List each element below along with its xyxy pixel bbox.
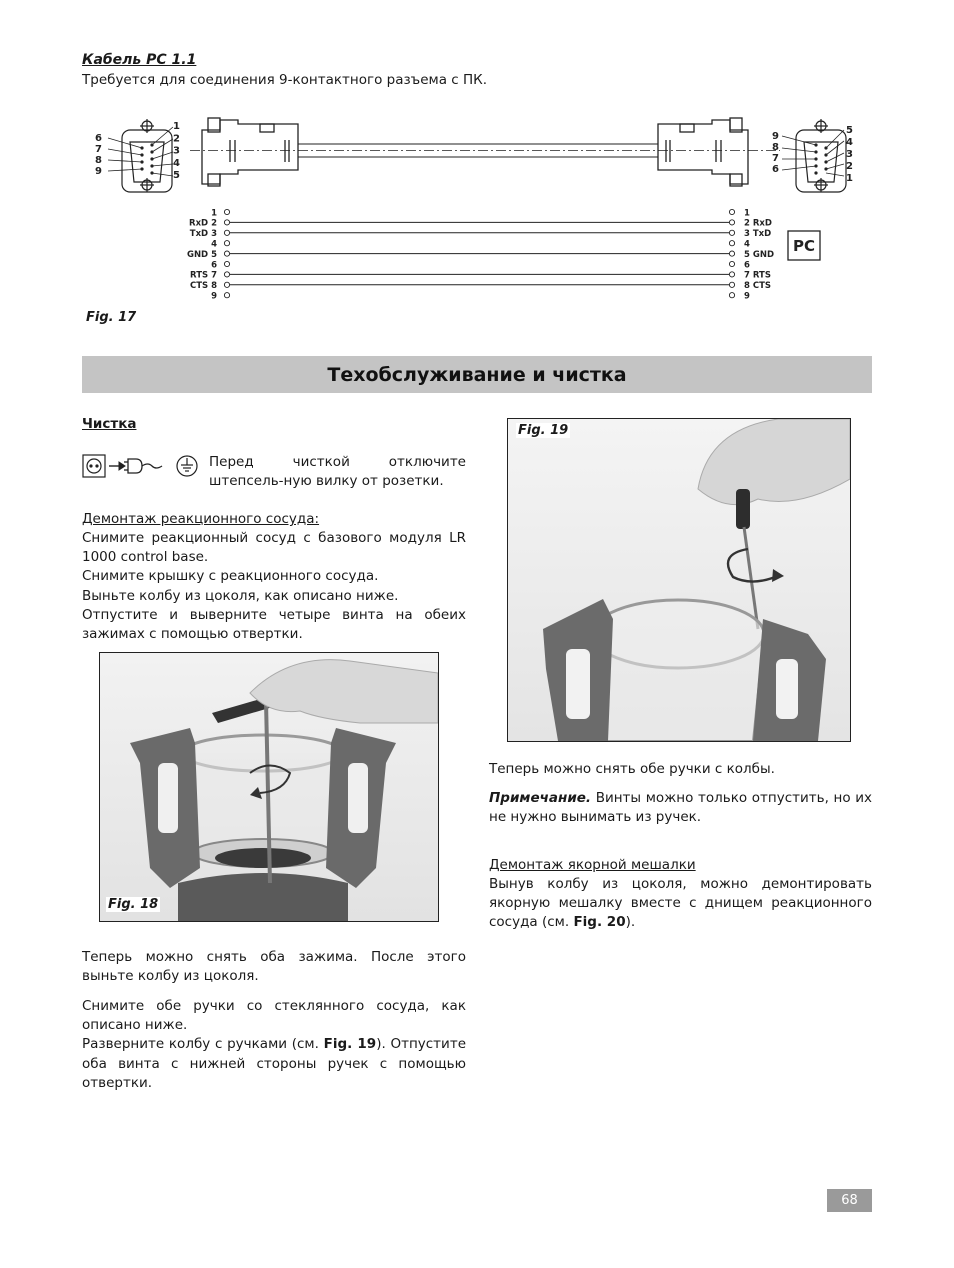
- wiring-terminal: [729, 209, 734, 214]
- handles-line-1: Снимите обе ручки со стеклянного сосуда, как описано ниже.: [82, 998, 466, 1034]
- wiring-terminal: [729, 230, 734, 235]
- fig19-ref: Fig. 19: [323, 1036, 377, 1053]
- pin-label: 1: [846, 173, 853, 184]
- cable-line: [190, 144, 780, 157]
- handles-paragraph: [82, 997, 466, 1093]
- vessel-step: Выньте колбу из цоколя, как описано ниже.: [82, 587, 399, 604]
- wiring-left-label: RxD 2: [189, 218, 217, 229]
- arrow-right-icon: [109, 462, 125, 470]
- wiring-row: [211, 208, 750, 218]
- wiring-right-label: 5 GND: [744, 249, 775, 260]
- wiring-terminal: [224, 230, 229, 235]
- wiring-row: [190, 229, 771, 239]
- wiring-row: [187, 250, 774, 260]
- pin-label: 7: [772, 153, 779, 164]
- pc-label: PC: [792, 237, 816, 255]
- fig17-caption: Fig. 17: [86, 310, 137, 325]
- wiring-terminal: [224, 272, 229, 277]
- wiring-left-label: TxD 3: [189, 229, 217, 240]
- pin-label: 6: [772, 164, 779, 175]
- wiring-right-label: 4: [744, 239, 750, 250]
- wiring-terminal: [224, 293, 229, 298]
- plug-icon: [124, 459, 162, 473]
- pin-label: 8: [95, 155, 102, 166]
- fig18-caption: Fig. 18: [108, 897, 159, 912]
- wiring-left-label: CTS 8: [189, 281, 217, 292]
- pin-label: 2: [173, 133, 180, 145]
- wiring-left-label: 4: [211, 239, 217, 250]
- note-paragraph: [489, 789, 872, 827]
- wiring-left-label: 6: [211, 260, 217, 271]
- fig19-caption: Fig. 19: [518, 423, 569, 438]
- after-fig19-text: Теперь можно снять обе ручки с колбы.: [489, 761, 775, 777]
- wiring-right-label: 3 TxD: [744, 229, 772, 240]
- wiring-right-label: 2 RxD: [744, 218, 772, 229]
- page-number: 68: [827, 1189, 872, 1212]
- wiring-terminal: [729, 251, 734, 256]
- cable-wiring-diagram: [80, 112, 880, 317]
- pin-label: 2: [846, 161, 853, 172]
- vessel-step: Снимите крышку с реакционного сосуда.: [82, 568, 379, 585]
- cable-description: Требуется для соединения 9-контактного разъема с ПК.: [82, 72, 487, 88]
- wiring-right-label: 7 RTS: [744, 270, 771, 281]
- wiring-terminal: [224, 220, 229, 225]
- left-connector-face: [122, 119, 172, 192]
- pin-label: 4: [173, 157, 180, 169]
- stirrer-heading: Демонтаж якорной мешалки: [489, 857, 696, 873]
- wiring-left-label: GND 5: [186, 249, 217, 260]
- wiring-terminal: [729, 282, 734, 287]
- stirrer-a: Вынув колбу из цоколя, можно демонтировать якорную мешалку вместе с днищем реакционного сосуда (см.: [489, 876, 872, 931]
- stirrer-c: ).: [625, 914, 636, 931]
- wiring-terminal: [224, 261, 229, 266]
- socket-icon: [83, 455, 105, 477]
- pin-label: 5: [173, 170, 180, 182]
- wiring-row: [211, 240, 750, 250]
- left-connector-pins: [140, 143, 153, 174]
- vessel-step: Снимите реакционный сосуд с базового модуля LR 1000 control base.: [82, 530, 466, 566]
- pin-label: 6: [95, 133, 102, 144]
- vessel-steps: [82, 529, 466, 644]
- wiring-rows: [187, 208, 774, 301]
- pin-label: 1: [173, 121, 180, 132]
- after-fig18-text: Теперь можно снять оба зажима. После этого выньте колбу из цоколя.: [82, 949, 466, 985]
- handles-line-2: [82, 1035, 466, 1093]
- pin-label: 9: [772, 131, 779, 142]
- wiring-terminal: [224, 282, 229, 287]
- cable-title: Кабель PC 1.1: [82, 52, 197, 68]
- wiring-right-label: 8 CTS: [744, 281, 772, 292]
- wiring-left-label: 1: [211, 208, 217, 219]
- wiring-row: [190, 281, 771, 291]
- section-title: Техобслуживание и чистка: [327, 363, 627, 386]
- unplug-text: Перед чисткой отключите штепсель-ную вилку от розетки.: [209, 454, 466, 490]
- wiring-right-label: 9: [744, 291, 750, 302]
- wiring-row: [190, 271, 771, 281]
- wiring-terminal: [729, 220, 734, 225]
- pin-label: 9: [95, 166, 102, 177]
- left-plug-body: [202, 118, 298, 186]
- wiring-terminal: [224, 241, 229, 246]
- pin-label: 5: [846, 125, 853, 136]
- wiring-right-label: 1: [744, 208, 750, 219]
- right-plug-body: [658, 118, 748, 186]
- cleaning-heading: Чистка: [82, 416, 137, 432]
- note-text: Винты можно только отпустить, но их не нужно вынимать из ручек.: [489, 790, 872, 826]
- pin-label: 3: [846, 149, 853, 160]
- pin-label: 8: [772, 142, 779, 153]
- handles-2c: ). Отпустите оба винта с нижней стороны ручек с помощью отвертки.: [82, 1036, 466, 1091]
- stirrer-paragraph: [489, 875, 872, 933]
- wiring-terminal: [729, 272, 734, 277]
- handles-2a: Разверните колбу с ручками (см.: [82, 1036, 324, 1053]
- pin-label: 7: [95, 144, 102, 155]
- vessel-step: Отпустите и выверните четыре винта на обеих зажимах с помощью отвертки.: [82, 606, 466, 643]
- wiring-terminal: [729, 293, 734, 298]
- wiring-terminal: [224, 251, 229, 256]
- note-label: Примечание.: [489, 790, 592, 806]
- wiring-terminal: [729, 261, 734, 266]
- wiring-row: [189, 219, 772, 229]
- fig20-ref: Fig. 20: [573, 914, 626, 931]
- pin-label: 4: [846, 137, 853, 148]
- section-banner: [82, 356, 872, 393]
- wiring-right-label: 6: [744, 260, 750, 271]
- wiring-left-label: 9: [211, 291, 217, 302]
- unplug-icon-strip: [82, 453, 200, 479]
- wiring-terminal: [224, 209, 229, 214]
- wiring-terminal: [729, 241, 734, 246]
- fig18-photo: [99, 652, 439, 922]
- wiring-row: [211, 292, 750, 302]
- wiring-left-label: RTS 7: [190, 270, 217, 281]
- fig19-photo: [507, 418, 851, 742]
- pin-label: 3: [173, 145, 180, 157]
- wiring-row: [211, 260, 750, 270]
- ground-icon: [177, 456, 197, 476]
- vessel-heading: Демонтаж реакционного сосуда:: [82, 511, 320, 527]
